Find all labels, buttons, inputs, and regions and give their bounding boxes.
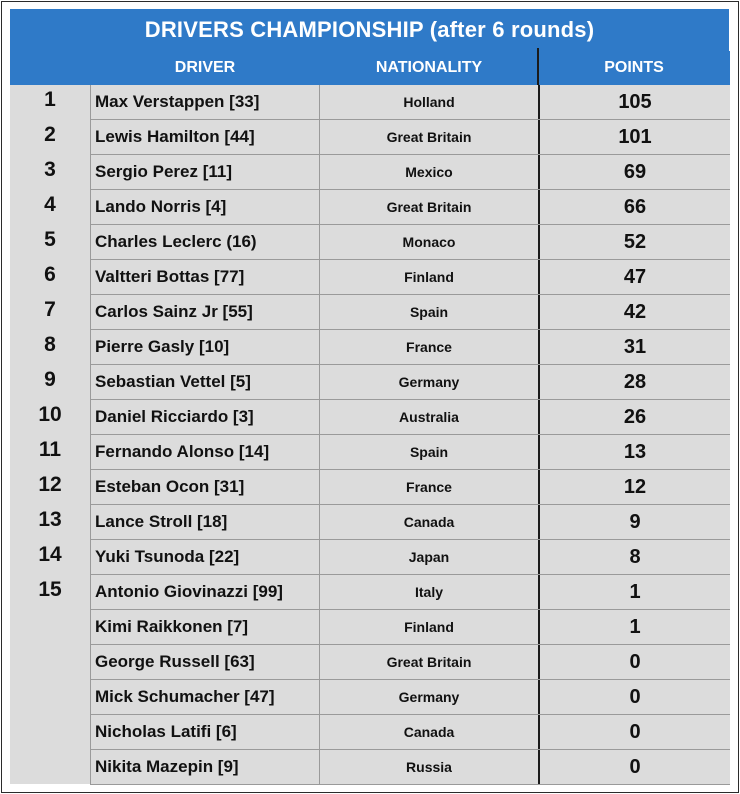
nationality-cell: France <box>320 470 538 504</box>
position-number: 12 <box>38 473 62 496</box>
points-cell: 0 <box>538 715 730 749</box>
table-row <box>90 225 730 260</box>
nationality-cell: Italy <box>320 575 538 609</box>
table-row <box>90 365 730 400</box>
points-cell: 1 <box>538 610 730 644</box>
table-row <box>90 645 730 680</box>
points-cell: 69 <box>538 155 730 189</box>
nationality-cell: Germany <box>320 680 538 714</box>
nationality-cell: Monaco <box>320 225 538 259</box>
table-row <box>90 750 730 785</box>
table-row <box>90 435 730 470</box>
driver-cell: Charles Leclerc (16) <box>90 225 320 259</box>
nationality-cell: Mexico <box>320 155 538 189</box>
points-cell: 1 <box>538 575 730 609</box>
standings-table <box>90 85 730 785</box>
points-cell: 12 <box>538 470 730 504</box>
position-number: 2 <box>44 123 56 146</box>
nationality-cell: Spain <box>320 295 538 329</box>
nationality-cell: Finland <box>320 260 538 294</box>
header-driver: DRIVER <box>90 51 320 85</box>
points-cell: 8 <box>538 540 730 574</box>
nationality-cell: Russia <box>320 750 538 784</box>
points-cell: 0 <box>538 680 730 714</box>
points-cell: 13 <box>538 435 730 469</box>
table-row <box>90 680 730 715</box>
nationality-cell: Great Britain <box>320 645 538 679</box>
points-cell: 105 <box>538 85 730 119</box>
position-number <box>10 645 90 680</box>
nationality-cell: Germany <box>320 365 538 399</box>
position-number <box>10 680 90 715</box>
position-number: 6 <box>44 263 56 286</box>
header-points: POINTS <box>538 51 730 85</box>
driver-cell: Valtteri Bottas [77] <box>90 260 320 294</box>
position-number: 9 <box>44 368 56 391</box>
nationality-cell: Canada <box>320 715 538 749</box>
table-row <box>90 575 730 610</box>
position-number: 10 <box>38 403 62 426</box>
points-cell: 9 <box>538 505 730 539</box>
driver-cell: Nicholas Latifi [6] <box>90 715 320 749</box>
position-number: 14 <box>38 543 62 566</box>
points-cell: 26 <box>538 400 730 434</box>
points-cell: 0 <box>538 750 730 784</box>
table-row <box>90 400 730 435</box>
table-row <box>90 295 730 330</box>
table-row <box>90 155 730 190</box>
header-nationality: NATIONALITY <box>320 51 538 85</box>
position-number: 8 <box>44 333 56 356</box>
nationality-cell: Japan <box>320 540 538 574</box>
nationality-cell: Spain <box>320 435 538 469</box>
points-cell: 0 <box>538 645 730 679</box>
driver-cell: Pierre Gasly [10] <box>90 330 320 364</box>
position-number: 4 <box>44 193 56 216</box>
driver-cell: Lando Norris [4] <box>90 190 320 224</box>
points-cell: 47 <box>538 260 730 294</box>
table-row <box>90 540 730 575</box>
points-cell: 28 <box>538 365 730 399</box>
nationality-cell: Canada <box>320 505 538 539</box>
driver-cell: Lewis Hamilton [44] <box>90 120 320 154</box>
table-row <box>90 470 730 505</box>
header-position-blank <box>10 51 90 85</box>
driver-cell: Antonio Giovinazzi [99] <box>90 575 320 609</box>
driver-cell: Max Verstappen [33] <box>90 85 320 119</box>
nationality-cell: Finland <box>320 610 538 644</box>
nationality-cell: Great Britain <box>320 120 538 154</box>
table-row <box>90 715 730 750</box>
driver-cell: Yuki Tsunoda [22] <box>90 540 320 574</box>
driver-cell: Fernando Alonso [14] <box>90 435 320 469</box>
position-number <box>10 750 90 785</box>
position-number: 15 <box>38 578 62 601</box>
table-title: DRIVERS CHAMPIONSHIP (after 6 rounds) <box>10 9 729 51</box>
position-number: 1 <box>44 88 56 111</box>
points-cell: 66 <box>538 190 730 224</box>
table-row <box>90 330 730 365</box>
driver-cell: Nikita Mazepin [9] <box>90 750 320 784</box>
nationality-cell: France <box>320 330 538 364</box>
driver-cell: Esteban Ocon [31] <box>90 470 320 504</box>
nationality-cell: Holland <box>320 85 538 119</box>
points-cell: 101 <box>538 120 730 154</box>
position-number: 7 <box>44 298 56 321</box>
table-row <box>90 190 730 225</box>
nationality-cell: Great Britain <box>320 190 538 224</box>
driver-cell: Sebastian Vettel [5] <box>90 365 320 399</box>
points-cell: 42 <box>538 295 730 329</box>
table-row <box>90 260 730 295</box>
position-number <box>10 610 90 645</box>
table-row <box>90 120 730 155</box>
driver-cell: Carlos Sainz Jr [55] <box>90 295 320 329</box>
header-divider <box>537 48 539 85</box>
points-cell: 52 <box>538 225 730 259</box>
driver-cell: Lance Stroll [18] <box>90 505 320 539</box>
driver-cell: Sergio Perez [11] <box>90 155 320 189</box>
driver-cell: Kimi Raikkonen [7] <box>90 610 320 644</box>
position-number <box>10 715 90 750</box>
driver-cell: Daniel Ricciardo [3] <box>90 400 320 434</box>
position-number: 13 <box>38 508 62 531</box>
points-cell: 31 <box>538 330 730 364</box>
table-row <box>90 505 730 540</box>
table-row <box>90 85 730 120</box>
driver-cell: Mick Schumacher [47] <box>90 680 320 714</box>
nationality-cell: Australia <box>320 400 538 434</box>
position-number: 5 <box>44 228 56 251</box>
driver-cell: George Russell [63] <box>90 645 320 679</box>
position-number: 3 <box>44 158 56 181</box>
position-number: 11 <box>38 438 62 461</box>
table-row <box>90 610 730 645</box>
